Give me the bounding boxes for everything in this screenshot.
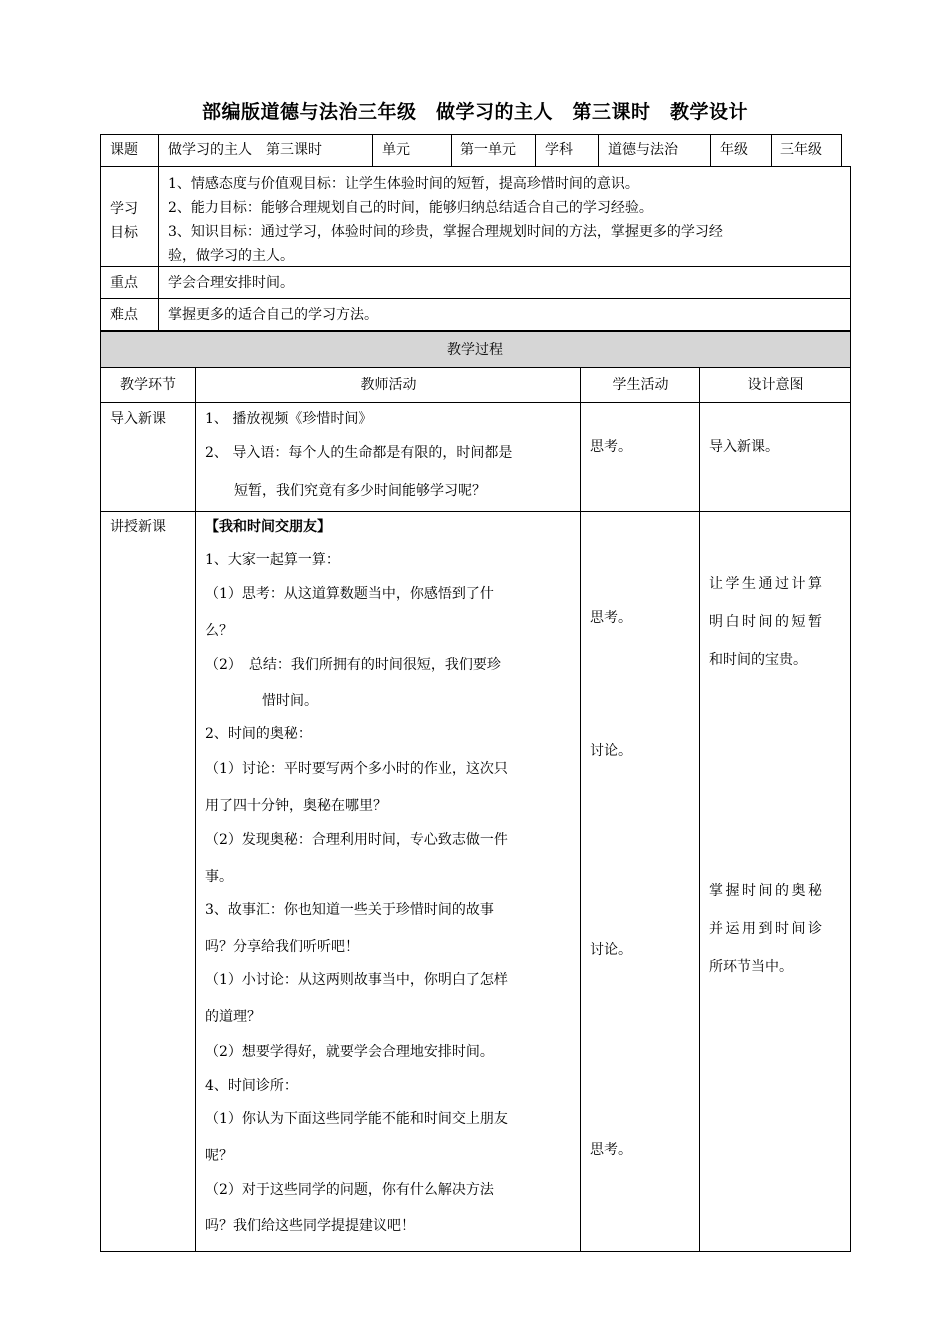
col-student: 学生活动: [612, 377, 669, 393]
intro-intent: 导入新课。: [709, 439, 779, 455]
subject-label: 学科: [545, 142, 573, 158]
lecture-teacher-21: 吗？我们给这些同学提提建议吧！: [205, 1218, 415, 1234]
lecture-teacher-6: 惜时间。: [262, 693, 318, 709]
lecture-teacher-5: （2） 总结：我们所拥有的时间很短，我们要珍: [205, 657, 501, 673]
lecture-student-2: 讨论。: [590, 743, 632, 759]
grade-label: 年级: [720, 142, 748, 158]
lecture-teacher-10: （2）发现奥秘：合理利用时间，专心致志做一件: [205, 832, 508, 848]
col-teacher: 教师活动: [360, 377, 417, 393]
difficulty-label: 难点: [110, 307, 138, 323]
goal-line-3: 3、知识目标：通过学习，体验时间的珍贵，掌握合理规划时间的方法，掌握更多的学习经: [168, 224, 723, 240]
goals-label-1: 学习: [110, 201, 138, 217]
lecture-teacher-1: 【我和时间交朋友】: [205, 519, 331, 535]
key-point-label: 重点: [110, 275, 138, 291]
lecture-teacher-20: （2）对于这些同学的问题，你有什么解决方法: [205, 1182, 494, 1198]
lecture-teacher-14: （1）小讨论：从这两则故事当中，你明白了怎样: [205, 972, 508, 988]
lecture-intent-2b: 并运用到时间诊: [709, 921, 825, 937]
topic-value: 做学习的主人 第三课时: [168, 142, 322, 158]
subject-value: 道德与法治: [608, 142, 678, 158]
lecture-teacher-18: （1）你认为下面这些同学能不能和时间交上朋友: [205, 1111, 508, 1127]
topic-label: 课题: [110, 142, 138, 158]
lecture-stage: 讲授新课: [110, 519, 166, 535]
unit-label: 单元: [382, 142, 410, 158]
page-title: 部编版道德与法治三年级 做学习的主人 第三课时 教学设计: [201, 101, 748, 123]
goal-line-4: 验，做学习的主人。: [168, 248, 294, 264]
col-stage: 教学环节: [120, 377, 176, 393]
intro-teacher-3: 短暂，我们究竟有多少时间能够学习呢？: [234, 483, 486, 499]
intro-student: 思考。: [590, 439, 632, 455]
lecture-intent-2c: 所环节当中。: [709, 959, 793, 975]
lecture-teacher-12: 3、故事汇：你也知道一些关于珍惜时间的故事: [205, 902, 494, 918]
intro-teacher-1: 1、 播放视频《珍惜时间》: [205, 411, 373, 427]
lecture-intent-1c: 和时间的宝贵。: [709, 652, 807, 668]
col-intent: 设计意图: [747, 377, 804, 393]
intro-stage: 导入新课: [110, 411, 166, 427]
intro-teacher-2: 2、 导入语：每个人的生命都是有限的，时间都是: [205, 445, 513, 461]
lecture-teacher-13: 吗？分享给我们听听吧！: [205, 939, 359, 955]
lecture-intent-2a: 掌握时间的奥秘: [709, 883, 825, 899]
lecture-teacher-8: （1）讨论：平时要写两个多小时的作业，这次只: [205, 761, 508, 777]
lecture-student-3: 讨论。: [590, 942, 632, 958]
unit-value: 第一单元: [460, 142, 516, 158]
goals-label-2: 目标: [110, 225, 138, 241]
lecture-teacher-16: （2）想要学得好，就要学会合理地安排时间。: [205, 1044, 494, 1060]
lecture-student-4: 思考。: [590, 1142, 632, 1158]
lecture-teacher-3: （1）思考：从这道算数题当中，你感悟到了什: [205, 586, 494, 602]
process-header: 教学过程: [447, 342, 503, 358]
key-point-value: 学会合理安排时间。: [168, 275, 294, 291]
goal-line-1: 1、情感态度与价值观目标：让学生体验时间的短暂，提高珍惜时间的意识。: [168, 176, 639, 192]
lecture-teacher-2: 1、大家一起算一算：: [205, 552, 340, 568]
lecture-teacher-4: 么？: [205, 623, 233, 639]
lecture-teacher-7: 2、时间的奥秘：: [205, 726, 312, 742]
goal-line-2: 2、能力目标：能够合理规划自己的时间，能够归纳总结适合自己的学习经验。: [168, 200, 653, 216]
lecture-teacher-15: 的道理？: [205, 1009, 261, 1025]
difficulty-value: 掌握更多的适合自己的学习方法。: [168, 307, 378, 323]
lecture-intent-1b: 明白时间的短暂: [709, 614, 825, 630]
lecture-teacher-9: 用了四十分钟，奥秘在哪里？: [205, 798, 387, 814]
grade-value: 三年级: [780, 142, 822, 158]
lecture-teacher-17: 4、时间诊所：: [205, 1078, 298, 1094]
lecture-student-1: 思考。: [590, 610, 632, 626]
lecture-teacher-19: 呢？: [205, 1148, 233, 1164]
lecture-teacher-11: 事。: [205, 869, 233, 885]
lecture-intent-1a: 让学生通过计算: [709, 576, 825, 592]
